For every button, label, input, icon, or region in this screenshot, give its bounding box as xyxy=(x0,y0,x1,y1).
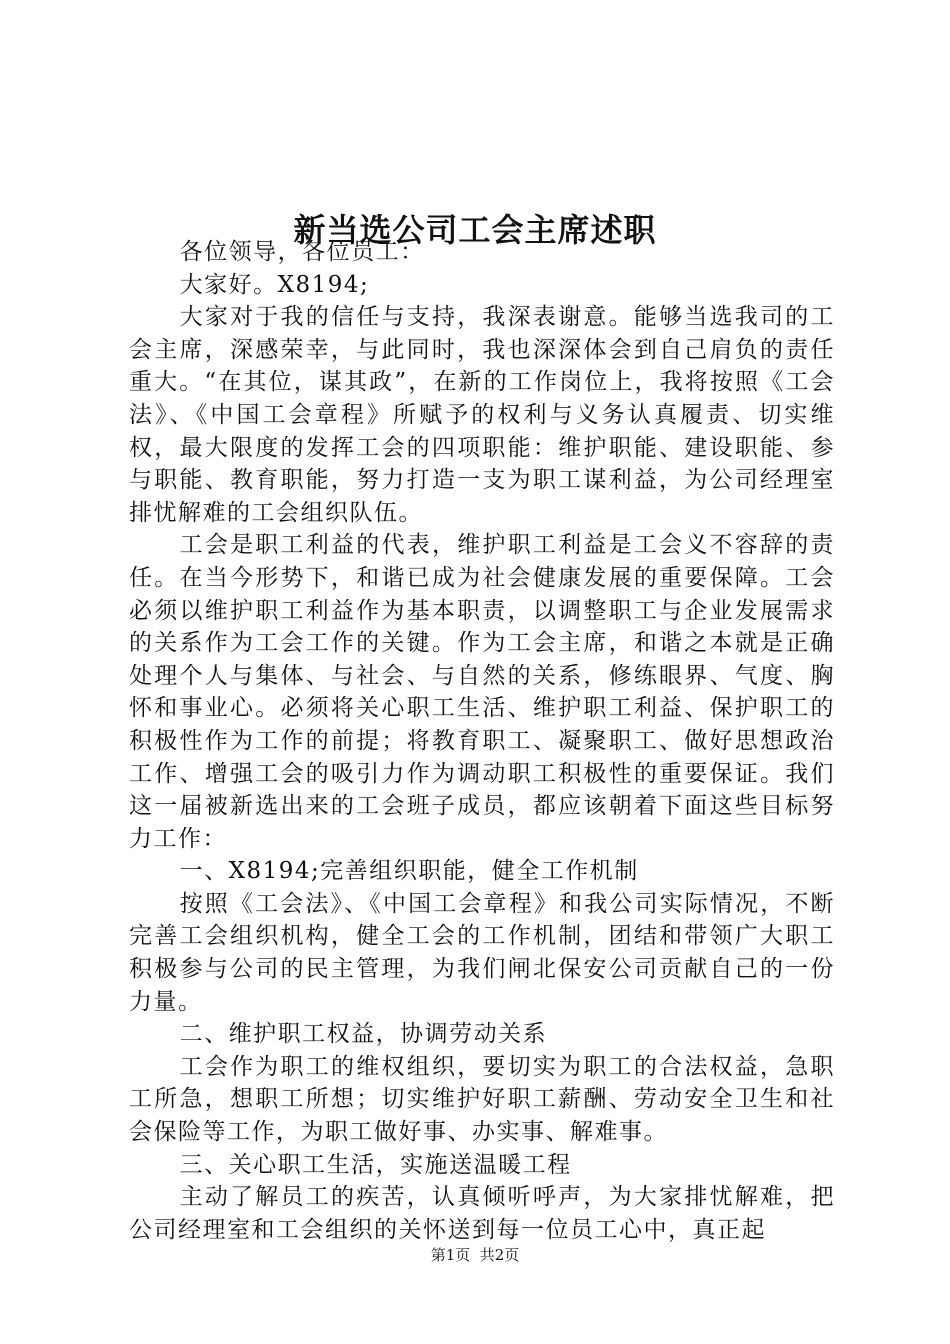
greeting: 大家好。X8194; xyxy=(179,271,370,298)
paragraph: 工会作为职工的维权组织，要切实为职工的合法权益，急职工所急，想职工所想；切实维护好职工薪酬、劳动安全卫生和社会保险等工作，为职工做好事、办实事、解难事。 xyxy=(129,1053,835,1146)
paragraph: 按照《工会法》、《中国工会章程》和我公司实际情况，不断完善工会组织机构，健全工会的工作机制，团结和带领广大职工积极参与公司的民主管理，为我们闸北保安公司贡献自己的一份力量。 xyxy=(129,890,835,1015)
section-heading: 二、维护职工权益，协调劳动关系 xyxy=(179,1021,548,1048)
salutation: 各位领导，各位员工： xyxy=(179,239,425,265)
page-number: 第1页 共2页 xyxy=(430,1246,520,1264)
document-body xyxy=(129,236,835,1246)
section-heading: 一、X8194;完善组织职能，健全工作机制 xyxy=(179,858,639,885)
paragraph: 工会是职工利益的代表，维护职工利益是工会义不容辞的责任。在当今形势下，和谐已成为社会健康发展的重要保障。工会必须以维护职工利益作为基本职责，以调整职工与企业发展需求的关系作为工会工作的关键。作为工会主席，和谐之本就是正确处理个人与集体、与社会、与自然的关系，修练眼界、气度、胸怀和事业心。必须将关心职工生活、维护职工利益、保护职工的积极性作为工作的前提；将教育职工、凝聚职工、做好思想政治工作、增强工会的吸引力作为调动职工积极性的重要保证。我们这一届被新选出来的工会班子成员，都应该朝着下面这些目标努力工作： xyxy=(129,532,835,852)
document-title: 新当选公司工会主席述职 xyxy=(293,211,657,250)
page-footer xyxy=(0,1244,950,1266)
paragraph: 大家对于我的信任与支持，我深表谢意。能够当选我司的工会主席，深感荣幸，与此同时，我也深深体会到自己肩负的责任重大。“在其位，谋其政”，在新的工作岗位上，我将按照《工会法》、《中国工会章程》所赋予的权利与义务认真履责、切实维权，最大限度的发挥工会的四项职能：维护职能、建设职能、参与职能、教育职能，努力打造一支为职工谋利益，为公司经理室排忧解难的工会组织队伍。 xyxy=(129,304,835,526)
paragraph: 主动了解员工的疾苦，认真倾听呼声，为大家排忧解难，把公司经理室和工会组织的关怀送到每一位员工心中，真正起 xyxy=(129,1184,835,1243)
section-heading: 三、关心职工生活，实施送温暖工程 xyxy=(179,1151,572,1178)
